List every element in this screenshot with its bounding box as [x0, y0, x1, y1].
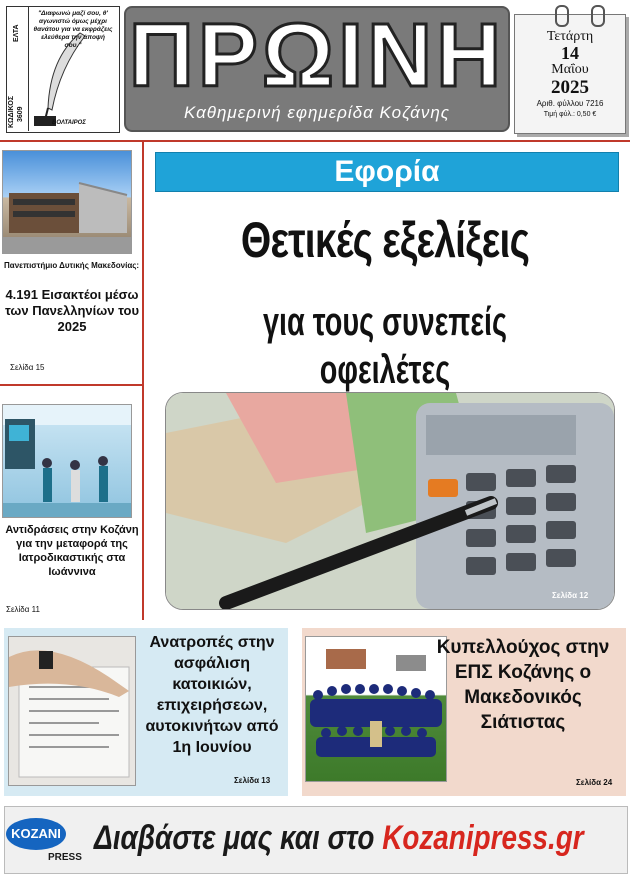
issue-number: Αριθ. φύλλου 7216	[536, 99, 604, 108]
newspaper-subtitle: Καθημερινή εφημερίδα Κοζάνης	[183, 103, 451, 122]
hospital-photo[interactable]	[2, 404, 132, 518]
story-title-forensics[interactable]: Αντιδράσεις στην Κοζάνη για την μεταφορά της Ιατροδικαστικής στα Ιωάννινα	[5, 524, 139, 578]
header-divider	[0, 140, 630, 142]
page-reference: Σελίδα 12	[552, 591, 589, 600]
calendar-date: 14	[561, 43, 579, 63]
kozani-press-logo[interactable]: KOZANI	[6, 818, 66, 850]
barcode-column	[6, 6, 29, 131]
calendar-day: Τετάρτη	[546, 29, 594, 44]
elta-label: ΕΛΤΑ	[13, 24, 20, 42]
quote-author: ΒΟΛΤΑΙΡΟΣ	[52, 120, 86, 126]
university-photo[interactable]	[2, 150, 132, 254]
page-reference: Σελίδα 11	[6, 605, 40, 614]
issue-price: Τιμή φύλ.: 0,50 €	[543, 111, 597, 118]
story-title-football[interactable]: Κυπελλούχος στην ΕΠΣ Κοζάνης ο Μακεδονικός Σιάτιστας	[436, 637, 610, 733]
category-bar	[155, 152, 619, 192]
code-label: ΚΩΔΙΚΟΣ	[8, 95, 15, 128]
press-logo-text: PRESS	[48, 852, 82, 863]
masthead	[124, 6, 510, 132]
page-reference: Σελίδα 15	[10, 363, 45, 372]
sidebar-divider	[0, 384, 142, 386]
main-subheadline[interactable]: για τους συνεπείς οφειλέτες	[263, 300, 507, 392]
story-kicker: Πανεπιστήμιο Δυτικής Μακεδονίας:	[4, 261, 140, 270]
quote-text: "Διαφωνώ μαζί σου, θ' αγωνιστώ όμως μέχρι θανάτου για να εκφράζεις ελεύθερα την άποψή σου."	[33, 10, 113, 49]
date-calendar	[514, 14, 626, 134]
calendar-month: Μαΐου	[551, 62, 589, 77]
category-label: Εφορία	[334, 155, 440, 188]
main-photo-money-calculator[interactable]	[165, 392, 615, 610]
column-divider	[142, 142, 144, 620]
page-reference: Σελίδα 13	[234, 776, 271, 785]
story-title-insurance[interactable]: Ανατροπές στην ασφάλιση κατοικιών, επιχειρήσεων, αυτοκινήτων από 1η Ιουνίου	[145, 634, 279, 756]
insurance-document-photo[interactable]	[8, 636, 136, 786]
banner-url[interactable]: Kozanipress.gr	[382, 819, 584, 857]
banner-text-part1: Διαβάστε μας και στο	[94, 819, 383, 857]
banner-text[interactable]	[94, 814, 584, 862]
page-reference: Σελίδα 24	[576, 778, 613, 787]
code-number: 3609	[17, 106, 24, 122]
main-headline[interactable]: Θετικές εξελίξεις	[240, 212, 530, 268]
calendar-ring-icon	[591, 5, 605, 27]
calendar-ring-icon	[555, 5, 569, 27]
story-title-university[interactable]: 4.191 Εισακτέοι μέσω των Πανελληνίων του 2025	[4, 287, 140, 334]
calendar-year: 2025	[551, 77, 589, 98]
newspaper-title: ΠΡΩΙΝΗ	[128, 6, 506, 106]
